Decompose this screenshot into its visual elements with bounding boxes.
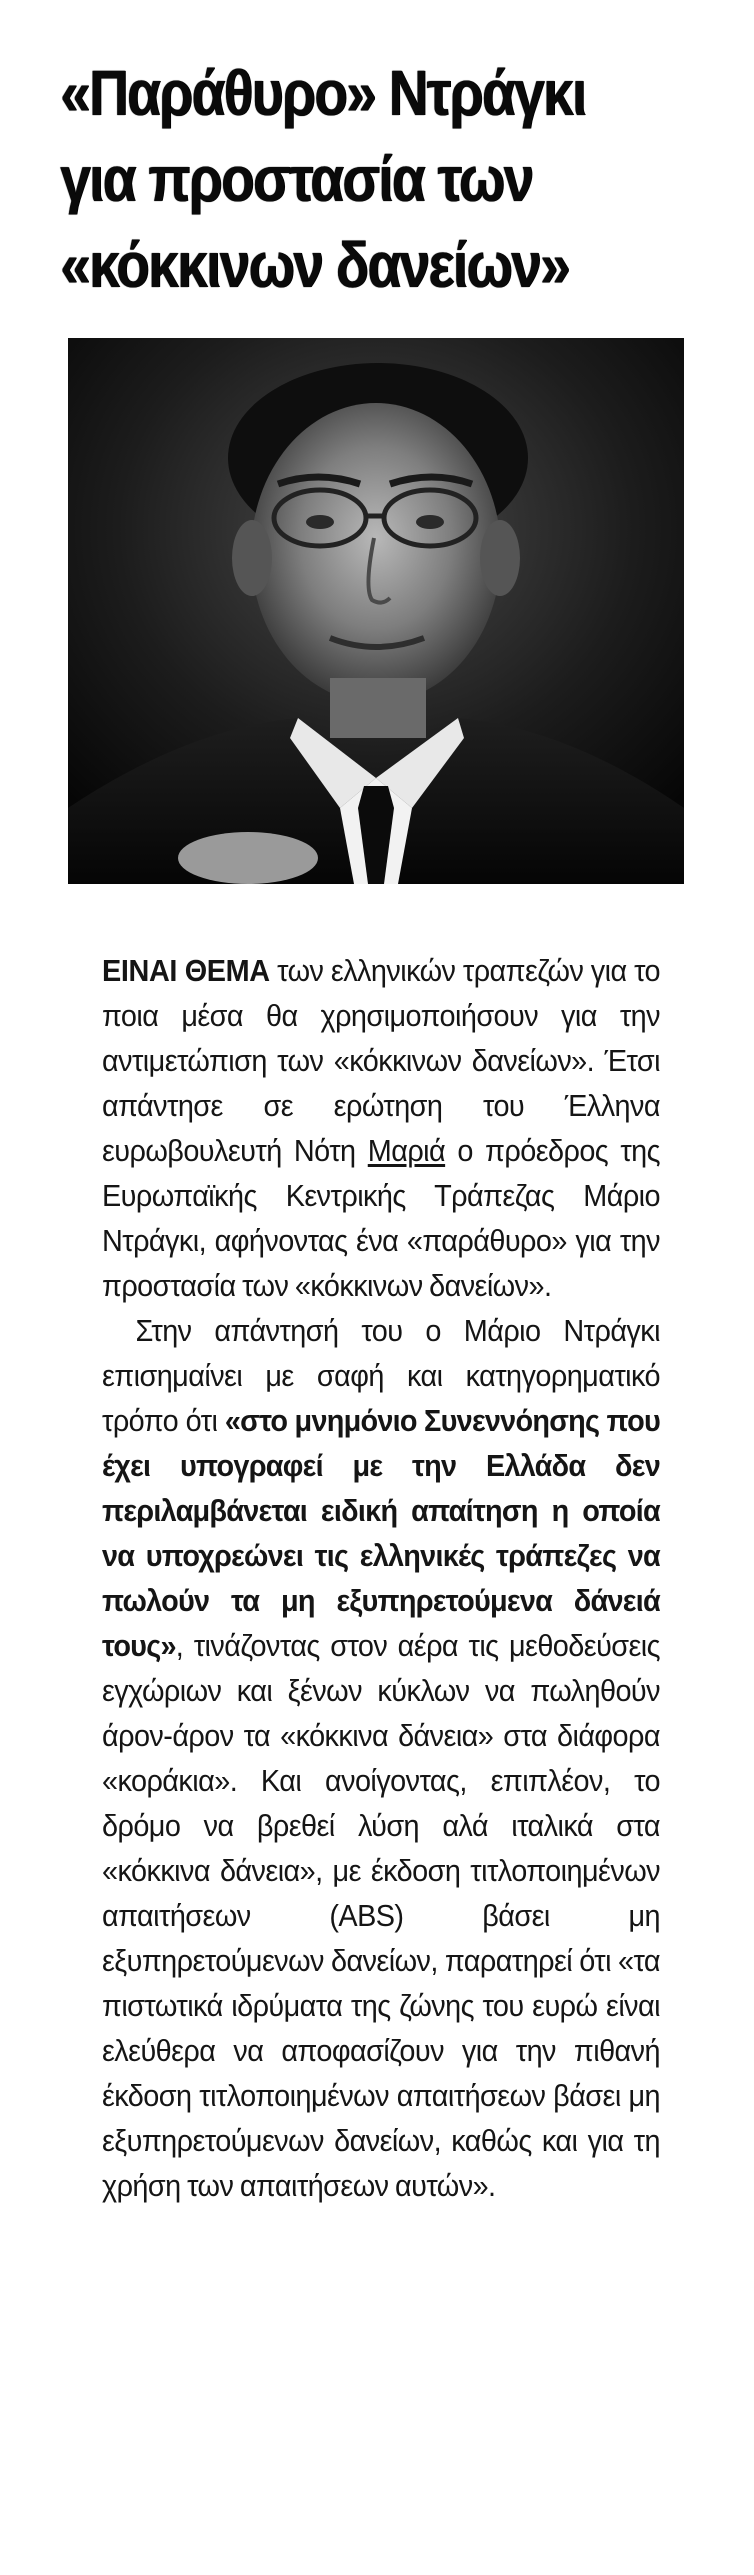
headline <box>60 50 610 308</box>
headline-line-1: «Παράθυρο» Ντράγκι <box>60 57 586 129</box>
underlined-name: Μαριά <box>367 1133 446 1168</box>
article-text: ο πρόεδρος της Ευρωπαϊκής Κεντρικής Τράπεζας Μάριο Ντράγκι, αφήνοντας ένα «παράθυρο» για την προστασία των «κόκκινων δανείων». <box>102 1133 660 1303</box>
headline-line-3: «κόκκινων δανείων» <box>60 229 569 301</box>
article-paragraph <box>102 1308 660 2208</box>
article-quote-bold: «στο μνημόνιο Συνεννόησης που έχει υπογραφεί με την Ελλάδα δεν περιλαμβάνεται ειδική απαίτηση η οποία να υποχρεώνει τις ελληνικές τράπεζες να πωλούν τα μη εξυπηρετούμενα δάνειά τους» <box>102 1403 660 1663</box>
article-text: Στην απάντησή του ο Μάριο Ντράγκι επισημαίνει με σαφή και κατηγορηματικό τρόπο ότι <box>102 1313 661 1438</box>
portrait-photo <box>68 338 684 884</box>
article-body <box>102 948 660 2208</box>
article-lead: ΕΙΝΑΙ ΘΕΜΑ <box>102 953 270 988</box>
article-text: , τινάζοντας στον αέρα τις μεθοδεύσεις εγχώριων και ξένων κύκλων να πωληθούν άρον-άρον τα «κόκκινα δάνεια» στα διάφορα «κοράκια». Και ανοίγοντας, επιπλέον, το δρόμο να βρεθεί λύση αλά ιταλικά στα «κόκκινα δάνεια», με έκδοση τιτλοποιημένων απαιτήσεων (ABS) βάσει μη εξυπηρετούμενων δανείων, παρατηρεί ότι «τα πιστωτικά ιδρύματα της ζώνης του ευρώ είναι ελεύθερα να αποφασίζουν για την πιθανή έκδοση τιτλοποιημένων απαιτήσεων βάσει μη εξυπηρετούμενων δανείων, καθώς και για τη χρήση των απαιτήσεων αυτών». <box>102 1628 660 2203</box>
portrait-photo-icon <box>68 338 684 884</box>
headline-line-2: για προστασία των <box>60 143 533 215</box>
article-text: των ελληνικών τραπεζών για το ποια μέσα θα χρησιμοποιήσουν για την αντιμετώπιση των «κόκκινων δανείων». Έτσι απάντησε σε ερώτηση του Έλληνα ευρωβουλευτή Νότη <box>102 953 660 1168</box>
article-paragraph <box>102 948 660 1308</box>
